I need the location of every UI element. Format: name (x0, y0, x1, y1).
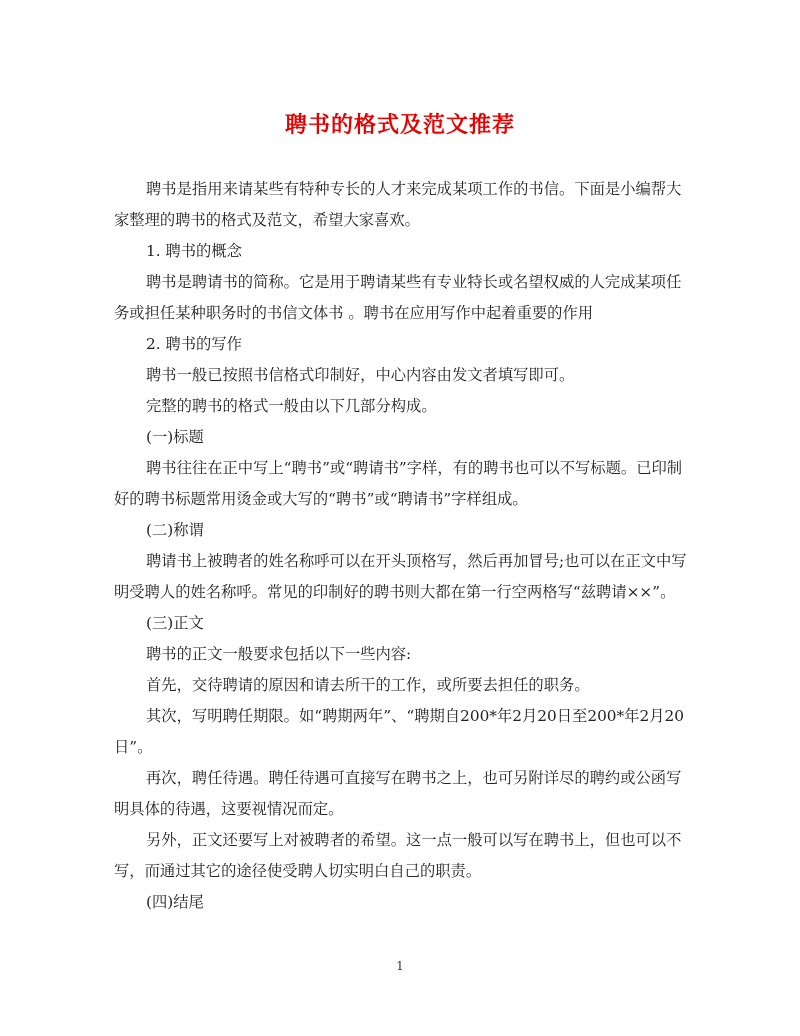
paragraph-additional: 另外，正文还要写上对被聘者的希望。这一点一般可以写在聘书上，但也可以不写，而通过其它的途径使受聘人切实明白自己的职责。 (114, 831, 682, 880)
document-body (114, 174, 694, 918)
paragraph-concept: 聘书是聘请书的简称。它是用于聘请某些有专业特长或名望权威的人完成某项任务或担任某种职务时的书信文体书 。聘书在应用写作中起着重要的作用 (114, 273, 682, 322)
subheading-salutation: (二)称谓 (146, 521, 204, 539)
paragraph-writing: 聘书一般已按照书信格式印制好，中心内容由发文者填写即可。 (146, 366, 575, 384)
section-heading-writing: 2. 聘书的写作 (146, 335, 242, 353)
subheading-body: (三)正文 (146, 614, 204, 632)
paragraph-first: 首先，交待聘请的原因和请去所干的工作，或所要去担任的职务。 (146, 676, 590, 694)
paragraph-structure: 完整的聘书的格式一般由以下几部分构成。 (146, 397, 437, 415)
page-number: 1 (396, 959, 404, 973)
document-title: 聘书的格式及范文推荐 (284, 112, 515, 138)
paragraph-second: 其次，写明聘任期限。如“聘期两年”、“聘期自200*年2月20日至200*年2月20日”。 (114, 707, 684, 756)
subheading-title: (一)标题 (146, 428, 204, 446)
paragraph-intro: 聘书是指用来请某些有特种专长的人才来完成某项工作的书信。下面是小编帮大家整理的聘书的格式及范文，希望大家喜欢。 (114, 180, 682, 229)
section-heading-concept: 1. 聘书的概念 (146, 242, 242, 260)
subheading-ending: (四)结尾 (146, 893, 204, 911)
paragraph-body-intro: 聘书的正文一般要求包括以下一些内容: (146, 645, 412, 663)
paragraph-third: 再次，聘任待遇。聘任待遇可直接写在聘书之上，也可另附详尽的聘约或公函写明具体的待遇，这要视情况而定。 (114, 769, 682, 818)
paragraph-salutation: 聘请书上被聘者的姓名称呼可以在开头顶格写，然后再加冒号;也可以在正文中写明受聘人的姓名称呼。常见的印制好的聘书则大都在第一行空两格写“兹聘请××”。 (114, 552, 687, 601)
paragraph-title: 聘书往往在正中写上“聘书”或“聘请书”字样，有的聘书也可以不写标题。已印制好的聘书标题常用烫金或大写的“聘书”或“聘请书”字样组成。 (114, 459, 683, 508)
